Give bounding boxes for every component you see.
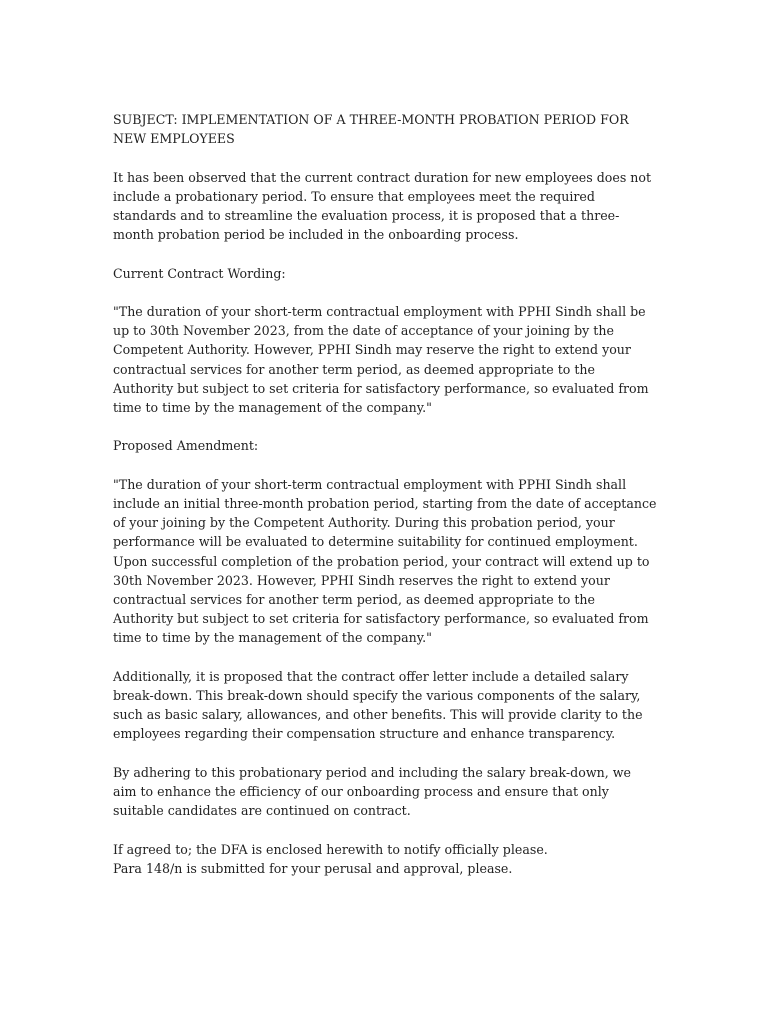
intro-paragraph: It has been observed that the current contract duration for new employees does not include a probationary period. To ensure that employees meet the required standards and to streamline the evaluation process, it is proposed that a three-month probation period be included in the onboarding process.: [113, 169, 652, 243]
document-body: [113, 110, 658, 878]
proposed-amendment-heading: Proposed Amendment:: [113, 438, 259, 454]
adherence-paragraph: By adhering to this probationary period and including the salary break-down, we aim to enhance the efficiency of our onboarding process and ensure that only suitable candidates are continued on contract.: [113, 764, 631, 819]
closing-block: [113, 840, 658, 878]
current-contract-wording: "The duration of your short-term contractual employment with PPHI Sindh shall be up to 30th November 2023, from the date of acceptance of your joining by the Competent Authority. However, PPHI Sindh may reserve the right to extend your contractual services for another term period, as deemed appropriate to the Authority but subject to set criteria for satisfactory performance, so evaluated from time to time by the management of the company.": [113, 303, 649, 415]
closing-line-dfa: If agreed to; the DFA is enclosed herewith to notify officially please.: [113, 841, 548, 857]
current-contract-heading: Current Contract Wording:: [113, 265, 286, 281]
closing-line-para: Para 148/n is submitted for your perusal and approval, please.: [113, 860, 513, 876]
proposed-amendment-wording: "The duration of your short-term contractual employment with PPHI Sindh shall include an initial three-month probation period, starting from the date of acceptance of your joining by the Competent Authority. During this probation period, your performance will be evaluated to determine suitability for continued employment. Upon successful completion of the probation period, your contract will extend up to 30th November 2023. However, PPHI Sindh reserves the right to extend your contractual services for another term period, as deemed appropriate to the Authority but subject to set criteria for satisfactory performance, so evaluated from time to time by the management of the company.": [113, 476, 657, 646]
subject-heading: SUBJECT: IMPLEMENTATION OF A THREE-MONTH PROBATION PERIOD FOR NEW EMPLOYEES: [113, 112, 629, 147]
salary-breakdown-paragraph: Additionally, it is proposed that the contract offer letter include a detailed salary break-down. This break-down should specify the various components of the salary, such as basic salary, allowances, and other benefits. This will provide clarity to the employees regarding their compensation structure and enhance transparency.: [113, 668, 643, 742]
